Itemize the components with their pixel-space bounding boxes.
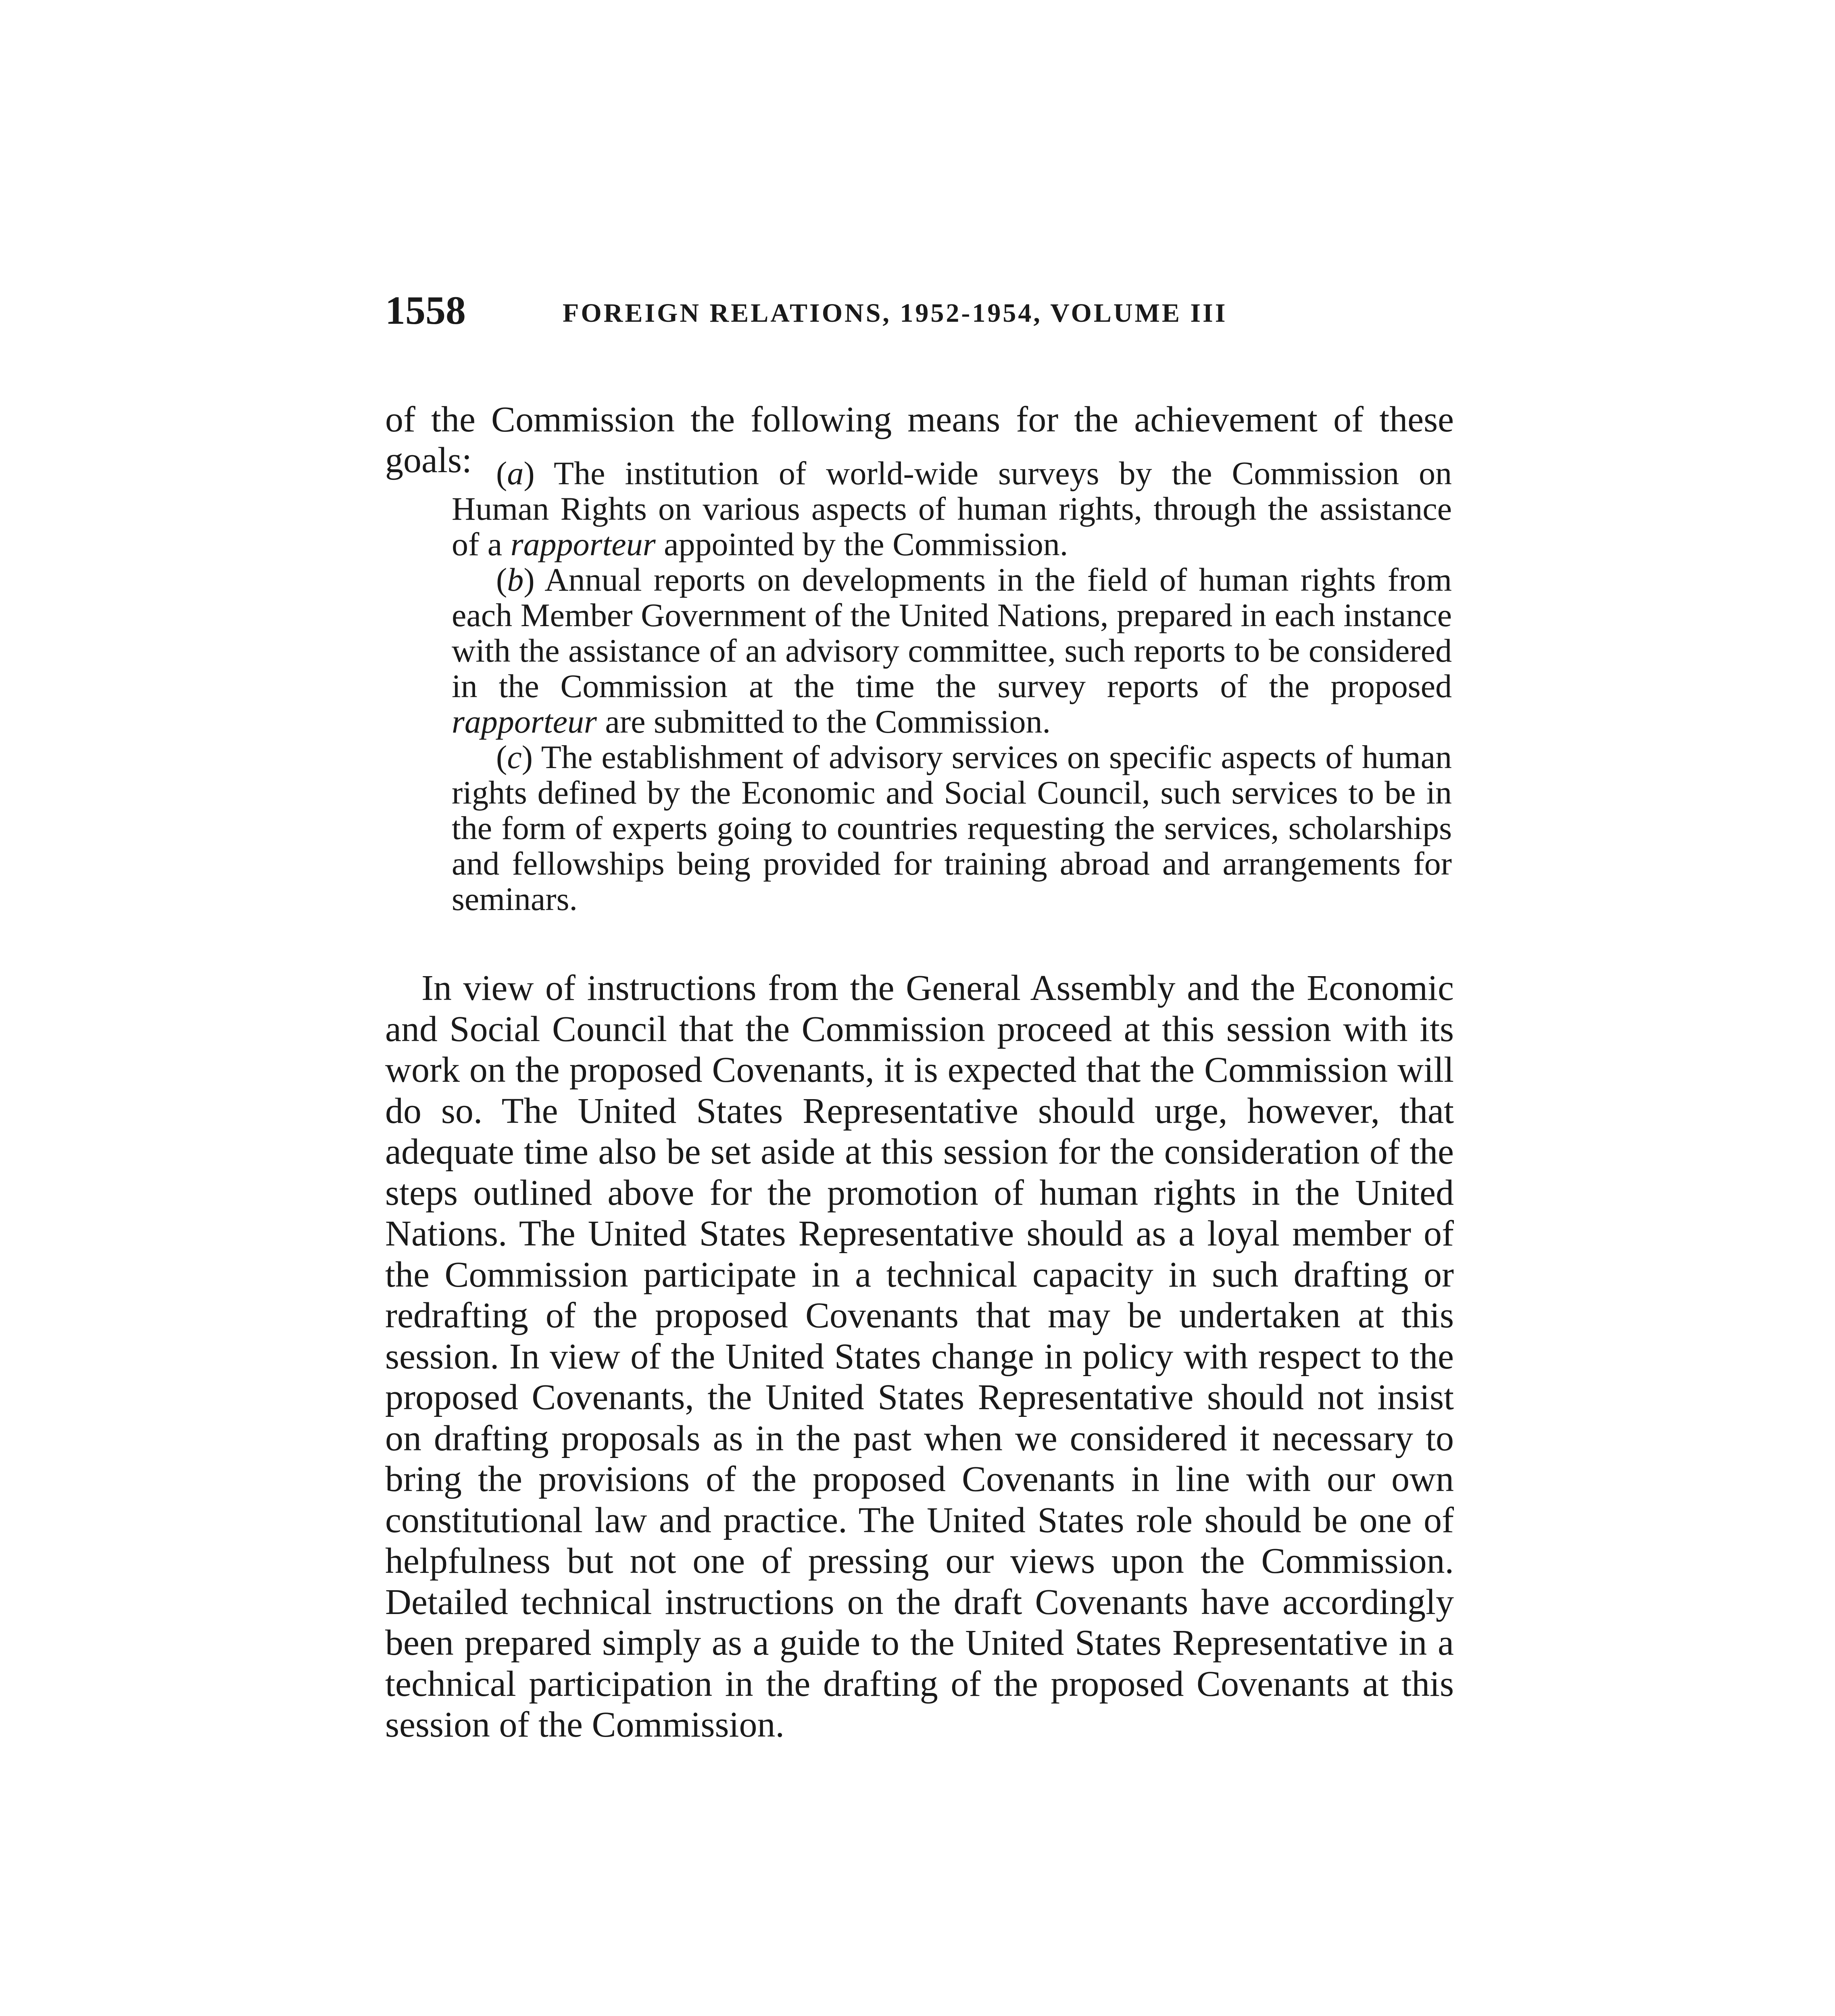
item-text-after: are submitted to the Commission. <box>596 703 1051 740</box>
item-text: The institution of world-wide surveys by the Commission on Human Rights on various aspects of human rights, through the assistance of a <box>452 455 1452 562</box>
main-paragraph: In view of instructions from the General Assembly and the Economic and Social Council that the Commission proceed at this session with its work on the proposed Covenants, it is expected that the Commission will do so. The United States Representative should urge, however, that adequate time also be set aside at this session for the consideration of the steps outlined above for the promotion of human rights in the United Nations. The United States Representative should as a loyal member of the Commission participate in a technical capacity in such drafting or redrafting of the proposed Covenants that may be undertaken at this session. In view of the United States change in policy with respect to the proposed Covenants, the United States Representative should not insist on drafting proposals as in the past when we considered it necessary to bring the provisions of the proposed Covenants in line with our own constitutional law and practice. The United States role should be one of helpfulness but not one of pressing our views upon the Commission. Detailed technical instructions on the draft Covenants have accordingly been prepared simply as a guide to the United States Representative in a technical participation in the drafting of the proposed Covenants at this session of the Commission. <box>385 968 1454 1745</box>
page-header <box>385 288 1454 333</box>
list-item-c: (c) The establishment of advisory services on specific aspects of human rights defined by the Economic and Social Council, such services to be in the form of experts going to countries requesting the services, scholarships and fellowships being provided for training abroad and arrangements for seminars. <box>452 739 1452 917</box>
list-item-a: (a) The institution of world-wide surveys by the Commission on Human Rights on various aspects of human rights, through the assistance of a rapporteur appointed by the Commission. <box>452 455 1452 562</box>
means-list <box>452 456 1452 917</box>
running-head: FOREIGN RELATIONS, 1952-1954, VOLUME III <box>563 298 1228 328</box>
item-letter: b <box>507 561 524 598</box>
list-item-b: (b) Annual reports on developments in the field of human rights from each Member Government of the United Nations, prepared in each instance with the assistance of an advisory committee, such reports to be considered in the Commission at the time the survey reports of the proposed rapporteur are submitted to the Commission. <box>452 561 1452 740</box>
page-number: 1558 <box>385 288 466 333</box>
item-italic-term: rapporteur <box>452 703 597 740</box>
item-text: Annual reports on developments in the field of human rights from each Member Government of the United Nations, prepared in each instance with the assistance of an advisory committee, such reports to be considered in the Commission at the time the survey reports of the proposed <box>452 561 1452 704</box>
item-text-after: appointed by the Commission. <box>655 526 1068 562</box>
item-text: The establishment of advisory services on specific aspects of human rights defined by the Economic and Social Council, such services to be in the form of experts going to countries requesting the services, scholarships and fellowships being provided for training abroad and arrangements for seminars. <box>452 739 1452 917</box>
item-letter: a <box>507 455 524 492</box>
item-italic-term: rapporteur <box>510 526 656 562</box>
item-letter: c <box>507 739 522 775</box>
intro-paragraph: of the Commission the following means for the achievement of these goals: <box>385 400 1454 480</box>
